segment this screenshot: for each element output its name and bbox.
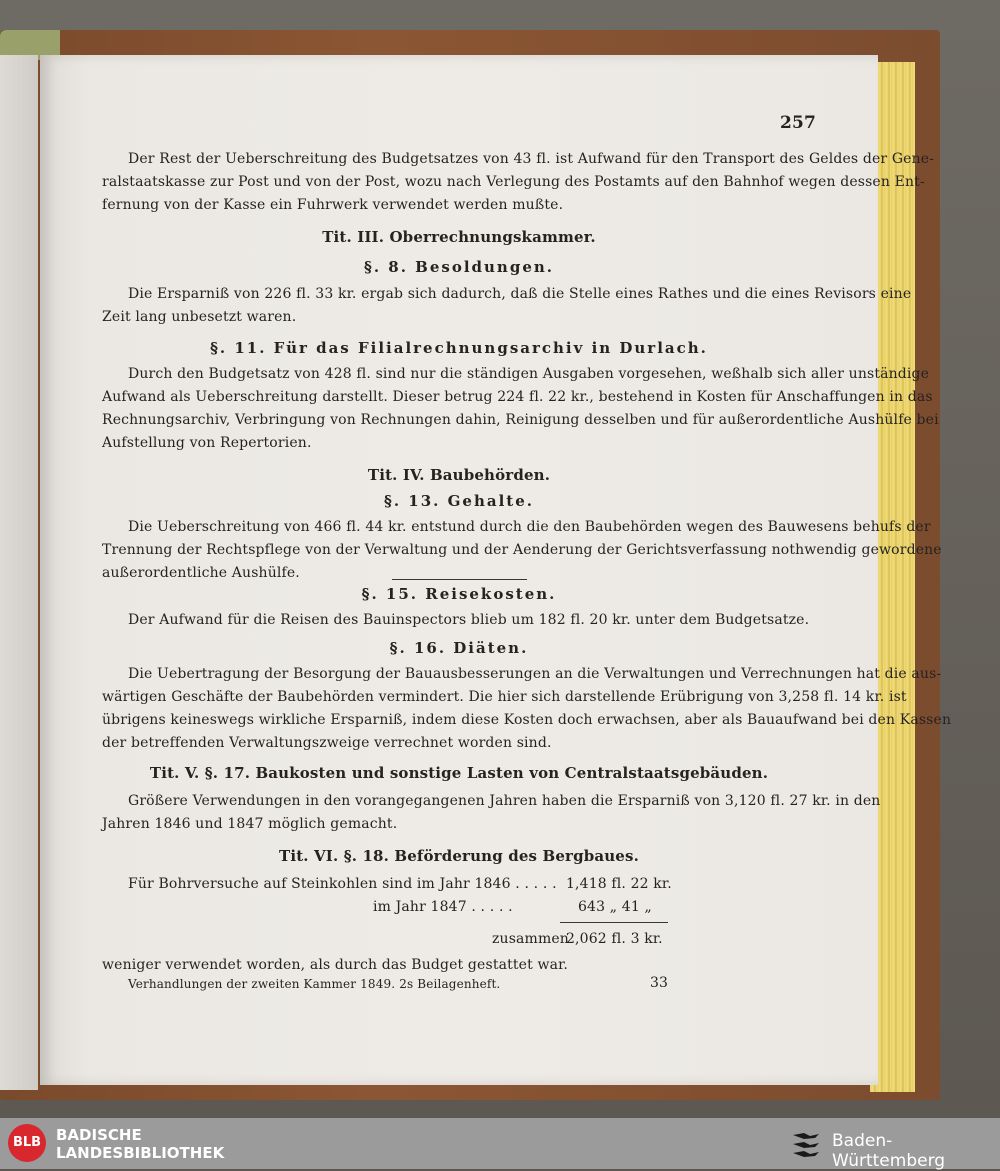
paragraph-heading-15: §. 15. Reisekosten. [361, 585, 557, 603]
paragraph-line: Die Uebertragung der Besorgung der Bauausbesserungen an die Verwaltungen und Verrechnungen hat die aus- [128, 666, 942, 682]
viewer-footer [0, 1118, 1000, 1169]
paragraph-line: Größere Verwendungen in den vorangegangenen Jahren haben die Ersparniß von 3,120 fl. 27 kr. in den [128, 793, 881, 809]
paragraph-line: wärtigen Geschäfte der Baubehörden vermindert. Die hier sich darstellende Erübrigung von 3,258 fl. 14 kr. ist [102, 689, 907, 705]
state-brand[interactable]: Baden-Württemberg [832, 1131, 946, 1171]
paragraph-line: Durch den Budgetsatz von 428 fl. sind nur die ständigen Ausgaben vorgesehen, weßhalb sich aller unständige [128, 366, 930, 382]
document-page [40, 55, 952, 1085]
table-row-label: im Jahr 1847 . . . . . [373, 899, 513, 915]
sum-rule [560, 922, 668, 923]
paragraph-heading-16: §. 16. Diäten. [389, 639, 529, 657]
paragraph-heading-8: §. 8. Besoldungen. [364, 258, 554, 276]
paragraph-line: Die Ueberschreitung von 466 fl. 44 kr. entstund durch die den Baubehörden wegen des Bauwesens behufs der [128, 519, 931, 535]
paragraph-heading-13: §. 13. Gehalte. [384, 492, 534, 510]
paragraph-line: Aufwand als Ueberschreitung darstellt. Dieser betrug 224 fl. 22 kr., bestehend in Kosten für Anschaffungen in das [102, 389, 933, 405]
signature-mark: 33 [650, 975, 669, 991]
library-name-line1: BADISCHE [56, 1126, 142, 1144]
baden-wuerttemberg-lions-icon [790, 1128, 822, 1160]
section-title-5: Tit. V. §. 17. Baukosten und sonstige Lasten von Centralstaatsgebäuden. [149, 764, 769, 782]
paragraph-line: außerordentliche Aushülfe. [102, 565, 300, 581]
paragraph-line: Jahren 1846 und 1847 möglich gemacht. [102, 816, 398, 832]
paragraph-line: fernung von der Kasse ein Fuhrwerk verwendet werden mußte. [102, 197, 564, 213]
section-title-4: Tit. IV. Baubehörden. [367, 466, 551, 484]
paragraph-line: übrigens keineswegs wirkliche Ersparniß, indem diese Kosten doch erwachsen, aber als Bauaufwand bei den Kassen [102, 712, 952, 728]
left-page-edge [0, 55, 38, 1090]
paragraph-line: Rechnungsarchiv, Verbringung von Rechnungen dahin, Reinigung desselben und für außerordentliche Aushülfe bei [102, 412, 939, 428]
short-rule [392, 579, 527, 580]
section-title-3: Tit. III. Oberrechnungskammer. [322, 228, 596, 246]
paragraph-line: weniger verwendet worden, als durch das Budget gestattet war. [102, 957, 568, 973]
table-row-label: Für Bohrversuche auf Steinkohlen sind im Jahr 1846 . . . . . [128, 876, 557, 892]
section-title-6: Tit. VI. §. 18. Beförderung des Bergbaues. [279, 847, 639, 865]
paragraph-line: ralstaatskasse zur Post und von der Post, wozu nach Verlegung des Postamts auf den Bahnhof wegen dessen Ent- [102, 174, 925, 190]
table-row-value: 643 „ 41 „ [578, 899, 652, 915]
paragraph-line: Trennung der Rechtspflege von der Verwaltung und der Aenderung der Gerichtsverfassung nothwendig gewordene [102, 542, 942, 558]
paragraph-line: Zeit lang unbesetzt waren. [102, 309, 297, 325]
library-name-line2: LANDESBIBLIOTHEK [56, 1144, 225, 1162]
sum-label: zusammen [492, 931, 569, 947]
page-number: 257 [780, 113, 816, 133]
page-footer: Verhandlungen der zweiten Kammer 1849. 2s Beilagenheft. [128, 977, 501, 991]
sum-value: 2,062 fl. 3 kr. [566, 931, 663, 947]
paragraph-heading-11: §. 11. Für das Filialrechnungsarchiv in Durlach. [210, 339, 708, 357]
library-name [56, 1126, 224, 1162]
paragraph-line: Aufstellung von Repertorien. [102, 435, 312, 451]
blb-logo[interactable]: BLB [8, 1124, 46, 1162]
paragraph-line: Die Ersparniß von 226 fl. 33 kr. ergab sich dadurch, daß die Stelle eines Rathes und die eines Revisors eine [128, 286, 912, 302]
paragraph-line: der betreffenden Verwaltungszweige verrechnet worden sind. [102, 735, 552, 751]
table-row-value: 1,418 fl. 22 kr. [566, 876, 672, 892]
paragraph-line: Der Aufwand für die Reisen des Bauinspectors blieb um 182 fl. 20 kr. unter dem Budgetsatze. [128, 612, 810, 628]
paragraph-line: Der Rest der Ueberschreitung des Budgetsatzes von 43 fl. ist Aufwand für den Transport des Geldes der Gene- [128, 151, 935, 167]
